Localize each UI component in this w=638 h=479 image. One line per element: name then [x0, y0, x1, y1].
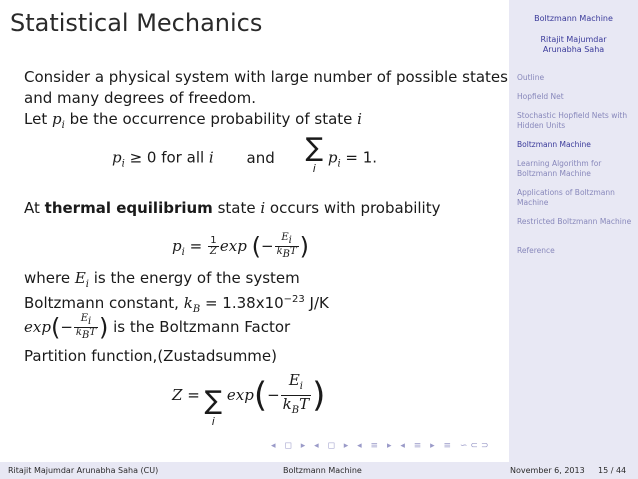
eq3-num — [281, 372, 311, 396]
eq3-z: Z — [172, 386, 183, 404]
thermal-pre: At — [24, 199, 45, 217]
sidebar-item-stochastic-hopfield[interactable]: Stochastic Hopfield Nets with Hidden Units — [517, 111, 628, 130]
factor-num-e: E — [80, 313, 88, 324]
sidebar-item-boltzmann-machine[interactable]: Boltzmann Machine — [517, 140, 591, 149]
eq2-den-sub: B — [282, 249, 290, 260]
eq2-p-sub: i — [181, 247, 185, 258]
eq2-num-e: E — [281, 232, 289, 243]
sidebar-item-outline[interactable]: Outline — [517, 73, 545, 82]
eq2-minus: − — [260, 237, 274, 255]
factor-exp: exp — [24, 318, 51, 336]
thermal-i: i — [260, 199, 266, 217]
thermal-post: state — [212, 199, 261, 217]
factor-den — [74, 328, 98, 341]
factor-den-k: k — [75, 327, 82, 338]
factor-den-sub: B — [81, 330, 90, 341]
eq2-num-sub: i — [288, 235, 292, 246]
eq1-left: p — [112, 148, 122, 167]
let-post: be the occurrence probability of state — [64, 110, 358, 128]
eq3-sum-sub: i — [211, 414, 215, 428]
factor-frac — [74, 314, 98, 341]
eq1-left-sub: i — [121, 158, 125, 170]
footer-authors: Ritajit Majumdar Arunabha Saha (CU) — [8, 466, 159, 475]
eq1-and: and — [246, 148, 275, 167]
let-line — [24, 109, 362, 136]
eq2-frac-num: 1 — [208, 236, 219, 247]
eq3-sum-sign: ∑ — [204, 385, 223, 416]
eq1-right-sub: i — [337, 158, 341, 170]
eq1-cond: ≥ 0 for all — [124, 148, 209, 167]
eq3-num-sub: i — [299, 381, 303, 392]
eq3-den — [281, 396, 311, 419]
eq2-frac-den: Z — [209, 246, 217, 257]
sidebar-item-learning-algorithm[interactable]: Learning Algorithm for Boltzmann Machine — [517, 159, 602, 178]
thermal-end: occurs with probability — [265, 199, 441, 217]
intro-line-2: and many degrees of freedom. — [24, 89, 256, 107]
boltzmann-factor-line — [24, 314, 290, 341]
eq3-paren-open: ( — [253, 375, 268, 416]
eq2-eq: = — [184, 237, 207, 255]
let-pre: Let — [24, 110, 52, 128]
sidebar-item-restricted-boltzmann[interactable]: Restricted Boltzmann Machine — [517, 217, 632, 226]
beamer-navigation-symbols[interactable]: ◂ ◻ ▸ ◂ ◻ ▸ ◂ ≡ ▸ ◂ ≡ ▸ ≡ ∽⊂⊃ — [271, 441, 492, 451]
let-state: i — [357, 110, 362, 128]
thermal-bold: thermal equilibrium — [44, 199, 213, 217]
sidebar-item-reference[interactable]: Reference — [517, 246, 555, 255]
sidebar-item-hopfield-net[interactable]: Hopfield Net — [517, 92, 564, 101]
eq2-num — [275, 233, 299, 247]
boltz-exp: −23 — [283, 294, 305, 305]
let-var: p — [51, 110, 62, 128]
eq1-eq: = 1. — [340, 148, 378, 167]
boltz-pre: Boltzmann constant, — [24, 294, 184, 312]
factor-paren-close: ) — [99, 313, 109, 342]
intro-line-1: Consider a physical system with large number of possible states — [24, 68, 508, 86]
eq3-frac — [281, 372, 311, 419]
eq2-p: p — [172, 237, 182, 255]
eq3-eq: = — [182, 386, 205, 404]
eq2-exp: exp — [219, 237, 247, 255]
equation-2 — [172, 233, 309, 263]
boltz-val: = 1.38x10 — [200, 294, 284, 312]
factor-den-t: T — [89, 327, 96, 338]
where-pre: where — [24, 269, 75, 287]
where-post: is the energy of the system — [89, 269, 300, 287]
footer-page: 15 / 44 — [598, 466, 627, 475]
sidebar-author-2: Arunabha Saha — [542, 45, 605, 54]
factor-paren-open: ( — [50, 313, 61, 342]
equation-1 — [112, 133, 378, 179]
boltz-unit: J/K — [304, 294, 329, 312]
factor-num — [74, 314, 98, 328]
eq2-paren-close: ) — [299, 232, 310, 261]
eq3-paren-close: ) — [312, 375, 326, 416]
eq2-den — [275, 247, 299, 260]
slide-title: Statistical Mechanics — [10, 9, 263, 37]
eq3-den-k: k — [282, 395, 292, 413]
equation-3 — [172, 371, 326, 428]
partition-line: Partition function,(Zustadsumme) — [24, 347, 277, 365]
eq3-num-e: E — [288, 371, 300, 389]
eq3-den-sub: B — [291, 405, 300, 416]
eq1-right: p — [327, 148, 338, 167]
eq2-energy-frac — [275, 233, 299, 260]
eq2-frac — [208, 236, 219, 257]
footer — [0, 462, 638, 479]
boltz-k: k — [183, 294, 193, 312]
eq1-sum-sub: i — [312, 162, 316, 175]
where-e: E — [74, 269, 86, 287]
factor-post: is the Boltzmann Factor — [108, 318, 291, 336]
eq1-sum — [306, 134, 324, 176]
factor-minus: − — [60, 318, 73, 336]
sidebar-item-applications[interactable]: Applications of Boltzmann Machine — [517, 188, 615, 207]
sidebar-title[interactable]: Boltzmann Machine — [534, 14, 613, 23]
eq1-sum-sign: ∑ — [305, 133, 324, 163]
where-e-sub: i — [85, 279, 89, 290]
sidebar — [509, 0, 638, 462]
eq2-den-k: k — [276, 246, 283, 257]
footer-date: November 6, 2013 — [510, 466, 585, 475]
factor-num-sub: i — [88, 316, 92, 327]
eq3-sum — [205, 387, 223, 429]
eq3-exp: exp — [226, 386, 254, 404]
eq2-paren-open: ( — [251, 232, 261, 261]
let-sub: i — [61, 120, 65, 131]
eq3-minus: − — [267, 386, 280, 404]
footer-title: Boltzmann Machine — [283, 466, 362, 475]
eq1-i: i — [208, 148, 214, 167]
boltz-k-sub: B — [192, 304, 201, 315]
eq2-den-t: T — [289, 246, 297, 257]
thermal-line — [24, 198, 440, 219]
eq3-den-t: T — [299, 395, 310, 413]
sidebar-author-1: Ritajit Majumdar — [540, 35, 607, 44]
